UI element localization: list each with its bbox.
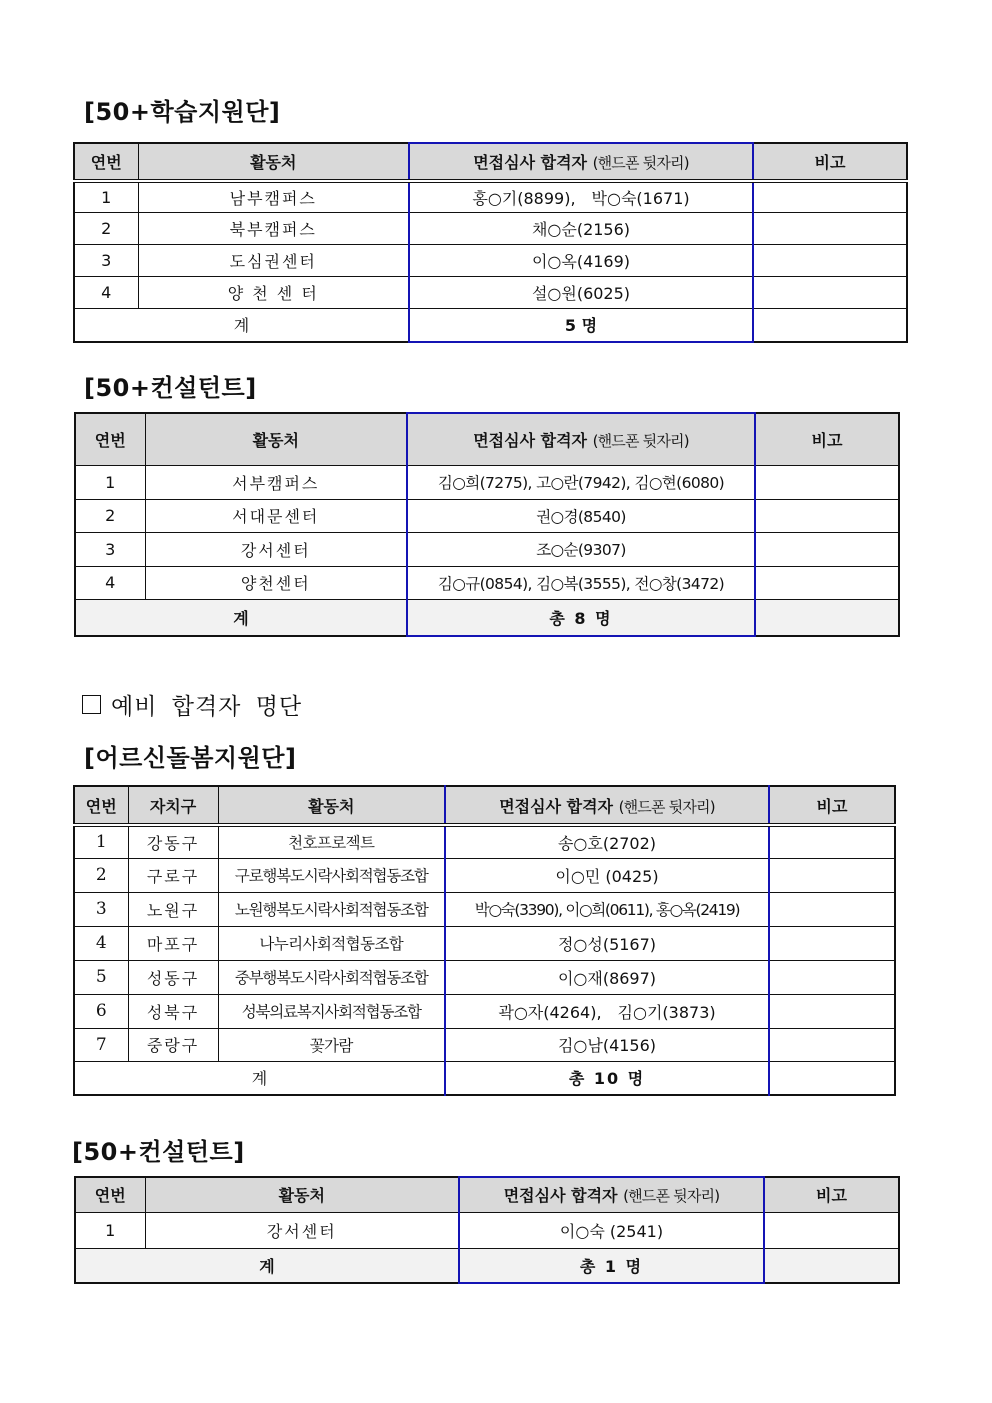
header-note: 비고 xyxy=(753,143,907,181)
row-place: 서부캠퍼스 xyxy=(145,465,407,499)
row-no: 4 xyxy=(75,566,145,599)
header-passers: 면접심사 합격자 (핸드폰 뒷자리) xyxy=(459,1177,764,1212)
row-no: 2 xyxy=(74,212,138,244)
header-no: 연번 xyxy=(75,1177,145,1212)
total-label: 계 xyxy=(74,1061,445,1095)
row-note xyxy=(769,858,895,892)
header-no: 연번 xyxy=(74,143,138,181)
table-row xyxy=(74,960,895,994)
row-no: 1 xyxy=(75,1212,145,1248)
row-place: 북부캠퍼스 xyxy=(138,212,409,244)
total-value: 5 명 xyxy=(409,308,753,342)
total-note xyxy=(755,599,899,636)
row-district: 마포구 xyxy=(128,926,218,960)
row-note xyxy=(755,532,899,566)
row-note xyxy=(753,276,907,308)
row-passers: 이○옥(4169) xyxy=(409,244,753,276)
table-row xyxy=(74,1028,895,1061)
row-place: 도심권센터 xyxy=(138,244,409,276)
header-no: 연번 xyxy=(74,786,128,825)
header-district: 자치구 xyxy=(128,786,218,825)
total-row xyxy=(75,1248,899,1283)
row-place: 양 천 센 터 xyxy=(138,276,409,308)
row-passers: 김○희(7275), 고○란(7942), 김○현(6080) xyxy=(407,465,755,499)
row-no: 7 xyxy=(74,1028,128,1061)
table-row xyxy=(75,465,899,499)
row-district: 성동구 xyxy=(128,960,218,994)
row-no: 2 xyxy=(74,858,128,892)
section-title-learning-support: [50+학습지원단] xyxy=(84,98,281,126)
row-no: 6 xyxy=(74,994,128,1028)
row-passers: 이○숙 (2541) xyxy=(459,1212,764,1248)
row-note xyxy=(755,499,899,532)
total-note xyxy=(769,1061,895,1095)
total-note xyxy=(753,308,907,342)
row-passers: 정○성(5167) xyxy=(445,926,769,960)
total-row xyxy=(74,1061,895,1095)
row-note xyxy=(769,892,895,926)
total-label: 계 xyxy=(75,599,407,636)
row-no: 1 xyxy=(75,465,145,499)
row-note xyxy=(769,1028,895,1061)
header-no: 연번 xyxy=(75,413,145,465)
table-row xyxy=(75,499,899,532)
elderly-care-table xyxy=(73,785,896,1096)
row-note xyxy=(764,1212,899,1248)
reserve-consultant-table xyxy=(74,1176,900,1284)
row-passers: 이○재(8697) xyxy=(445,960,769,994)
total-value: 총 8 명 xyxy=(407,599,755,636)
row-note xyxy=(769,825,895,858)
header-note: 비고 xyxy=(769,786,895,825)
section-title-consultant: [50+컨설턴트] xyxy=(84,374,257,402)
table-row xyxy=(75,532,899,566)
row-passers: 이○민 (0425) xyxy=(445,858,769,892)
row-district: 강동구 xyxy=(128,825,218,858)
header-place: 활동처 xyxy=(218,786,445,825)
row-passers: 조○순(9307) xyxy=(407,532,755,566)
row-passers: 김○남(4156) xyxy=(445,1028,769,1061)
table-row xyxy=(74,276,907,308)
total-note xyxy=(764,1248,899,1283)
total-label: 계 xyxy=(75,1248,459,1283)
row-place: 강서센터 xyxy=(145,532,407,566)
table-row xyxy=(75,566,899,599)
checkbox-square-icon xyxy=(82,695,101,714)
table-header-row xyxy=(74,143,907,181)
row-passers: 설○원(6025) xyxy=(409,276,753,308)
row-note xyxy=(769,926,895,960)
row-place: 남부캠퍼스 xyxy=(138,181,409,212)
reserve-heading-text: 예비 합격자 명단 xyxy=(111,694,303,720)
row-note xyxy=(753,244,907,276)
header-note: 비고 xyxy=(764,1177,899,1212)
table-row xyxy=(74,825,895,858)
table-row xyxy=(74,244,907,276)
consultant-table xyxy=(74,412,900,637)
table-header-row xyxy=(75,1177,899,1212)
row-place: 양천센터 xyxy=(145,566,407,599)
row-note xyxy=(769,960,895,994)
table-row xyxy=(74,212,907,244)
row-note xyxy=(755,566,899,599)
row-note xyxy=(753,181,907,212)
row-no: 1 xyxy=(74,825,128,858)
row-no: 2 xyxy=(75,499,145,532)
table-header-row xyxy=(74,786,895,825)
learning-support-table xyxy=(73,142,908,343)
total-label: 계 xyxy=(74,308,409,342)
row-district: 성북구 xyxy=(128,994,218,1028)
table-row xyxy=(74,994,895,1028)
table-header-row xyxy=(75,413,899,465)
row-passers: 김○규(0854), 김○복(3555), 전○창(3472) xyxy=(407,566,755,599)
row-passers: 박○숙(3390), 이○희(0611), 홍○옥(2419) xyxy=(445,892,769,926)
header-passers: 면접심사 합격자 (핸드폰 뒷자리) xyxy=(407,413,755,465)
row-district: 중랑구 xyxy=(128,1028,218,1061)
header-place: 활동처 xyxy=(138,143,409,181)
row-place: 꽃가람 xyxy=(218,1028,445,1061)
row-place: 중부행복도시락사회적협동조합 xyxy=(218,960,445,994)
row-district: 노원구 xyxy=(128,892,218,926)
header-passers: 면접심사 합격자 (핸드폰 뒷자리) xyxy=(409,143,753,181)
section-title-elderly-care: [어르신돌봄지원단] xyxy=(84,744,297,772)
row-passers: 홍○기(8899), 박○숙(1671) xyxy=(409,181,753,212)
table-row xyxy=(75,1212,899,1248)
header-passers: 면접심사 합격자 (핸드폰 뒷자리) xyxy=(445,786,769,825)
row-no: 4 xyxy=(74,926,128,960)
row-no: 4 xyxy=(74,276,138,308)
row-passers: 송○호(2702) xyxy=(445,825,769,858)
reserve-heading xyxy=(82,688,302,721)
row-passers: 곽○자(4264), 김○기(3873) xyxy=(445,994,769,1028)
table-row xyxy=(74,858,895,892)
row-place: 강서센터 xyxy=(145,1212,459,1248)
row-no: 3 xyxy=(74,892,128,926)
table-row xyxy=(74,181,907,212)
table-row xyxy=(74,926,895,960)
row-no: 3 xyxy=(74,244,138,276)
row-district: 구로구 xyxy=(128,858,218,892)
total-value: 총 1 명 xyxy=(459,1248,764,1283)
row-note xyxy=(769,994,895,1028)
total-row xyxy=(74,308,907,342)
row-place: 노원행복도시락사회적협동조합 xyxy=(218,892,445,926)
row-passers: 권○경(8540) xyxy=(407,499,755,532)
row-place: 천호프로젝트 xyxy=(218,825,445,858)
row-note xyxy=(753,212,907,244)
row-place: 구로행복도시락사회적협동조합 xyxy=(218,858,445,892)
header-place: 활동처 xyxy=(145,413,407,465)
row-place: 나누리사회적협동조합 xyxy=(218,926,445,960)
row-no: 3 xyxy=(75,532,145,566)
header-place: 활동처 xyxy=(145,1177,459,1212)
row-place: 서대문센터 xyxy=(145,499,407,532)
row-note xyxy=(755,465,899,499)
total-value: 총 10 명 xyxy=(445,1061,769,1095)
header-note: 비고 xyxy=(755,413,899,465)
section-title-reserve-consultant: [50+컨설턴트] xyxy=(72,1138,245,1166)
row-passers: 채○순(2156) xyxy=(409,212,753,244)
total-row xyxy=(75,599,899,636)
table-row xyxy=(74,892,895,926)
row-no: 1 xyxy=(74,181,138,212)
row-no: 5 xyxy=(74,960,128,994)
row-place: 성북의료복지사회적협동조합 xyxy=(218,994,445,1028)
